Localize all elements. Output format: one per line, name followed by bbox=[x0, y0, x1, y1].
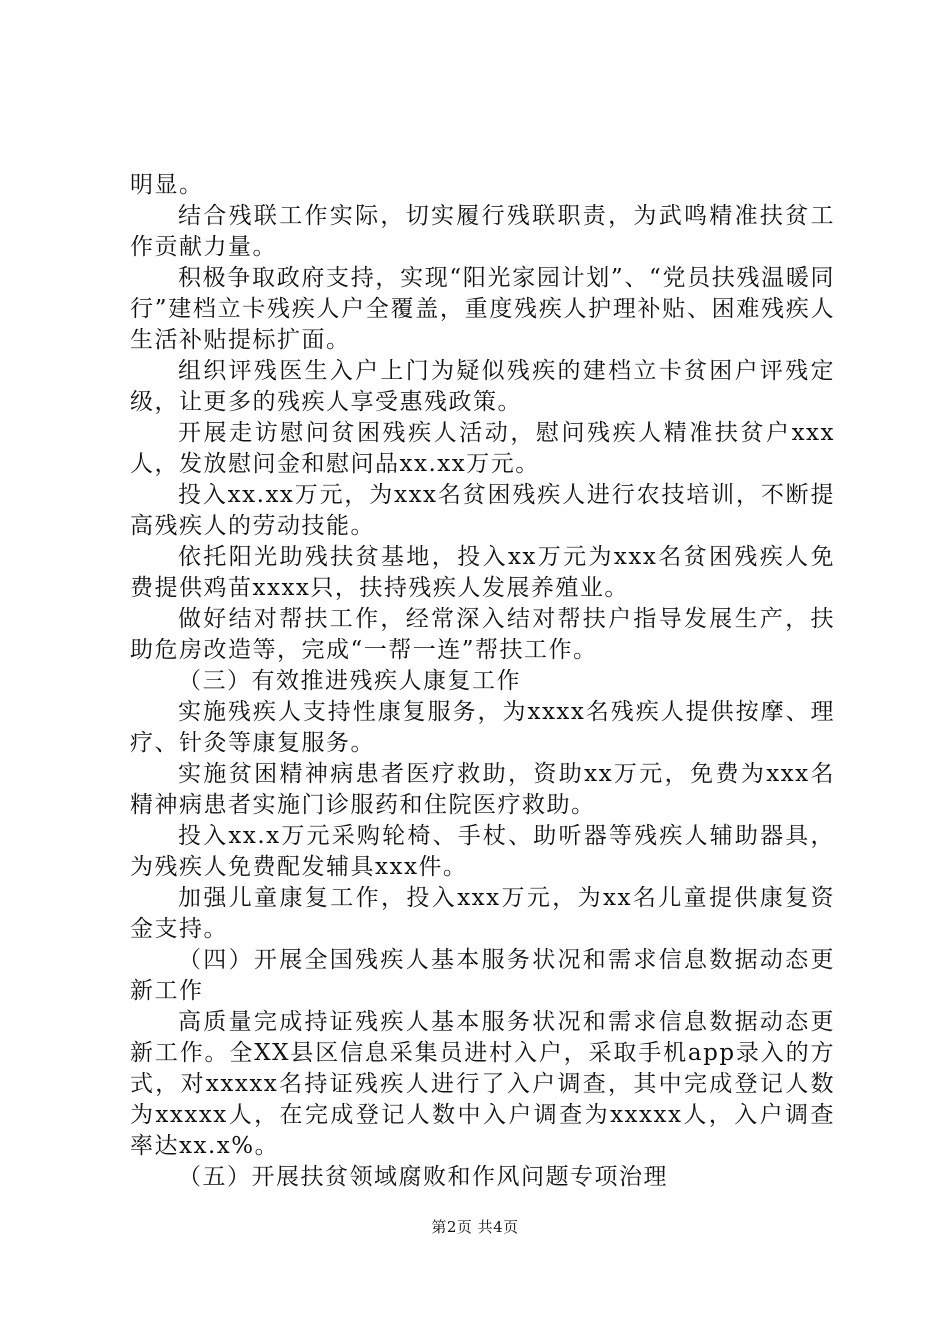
section-heading-4: （四）开展全国残疾人基本服务状况和需求信息数据动态更新工作 bbox=[130, 947, 835, 1004]
document-body bbox=[130, 170, 835, 1193]
page-footer: 第2页 共4页 bbox=[431, 1218, 519, 1236]
paragraph-8: 做好结对帮扶工作，经常深入结对帮扶户指导发展生产，扶助危房改造等，完成“一帮一连”帮扶工作。 bbox=[130, 606, 835, 663]
paragraph-7: 依托阳光助残扶贫基地，投入xx万元为xxx名贫困残疾人免费提供鸡苗xxxx只，扶持残疾人发展养殖业。 bbox=[130, 544, 835, 601]
paragraph-10: 实施残疾人支持性康复服务，为xxxx名残疾人提供按摩、理疗、针灸等康复服务。 bbox=[130, 699, 835, 756]
paragraph-3: 积极争取政府支持，实现“阳光家园计划”、“党员扶残温暖同行”建档立卡残疾人户全覆盖，重度残疾人护理补贴、困难残疾人生活补贴提标扩面。 bbox=[130, 265, 835, 353]
section-heading-3: （三）有效推进残疾人康复工作 bbox=[178, 668, 521, 694]
section-heading-5: （五）开展扶贫领域腐败和作风问题专项治理 bbox=[178, 1164, 668, 1190]
paragraph-12: 投入xx.x万元采购轮椅、手杖、助听器等残疾人辅助器具，为残疾人免费配发辅具xxx件。 bbox=[130, 823, 835, 880]
paragraph-5: 开展走访慰问贫困残疾人活动，慰问残疾人精准扶贫户xxx人，发放慰问金和慰问品xx.xx万元。 bbox=[130, 420, 835, 477]
paragraph-4: 组织评残医生入户上门为疑似残疾的建档立卡贫困户评残定级，让更多的残疾人享受惠残政策。 bbox=[130, 358, 835, 415]
paragraph-13: 加强儿童康复工作，投入xxx万元，为xx名儿童提供康复资金支持。 bbox=[130, 885, 835, 942]
paragraph-15: 高质量完成持证残疾人基本服务状况和需求信息数据动态更新工作。全XX县区信息采集员进村入户，采取手机app录入的方式，对xxxxx名持证残疾人进行了入户调查，其中完成登记人数为xxxxx人，在完成登记人数中入户调查为xxxxx人，入户调查率达xx.x%。 bbox=[130, 1009, 835, 1159]
paragraph-6: 投入xx.xx万元，为xxx名贫困残疾人进行农技培训，不断提高残疾人的劳动技能。 bbox=[130, 482, 835, 539]
paragraph-11: 实施贫困精神病患者医疗救助，资助xx万元，免费为xxx名精神病患者实施门诊服药和住院医疗救助。 bbox=[130, 761, 835, 818]
paragraph-1: 明显。 bbox=[130, 172, 204, 198]
paragraph-2: 结合残联工作实际，切实履行残联职责，为武鸣精准扶贫工作贡献力量。 bbox=[130, 203, 835, 260]
